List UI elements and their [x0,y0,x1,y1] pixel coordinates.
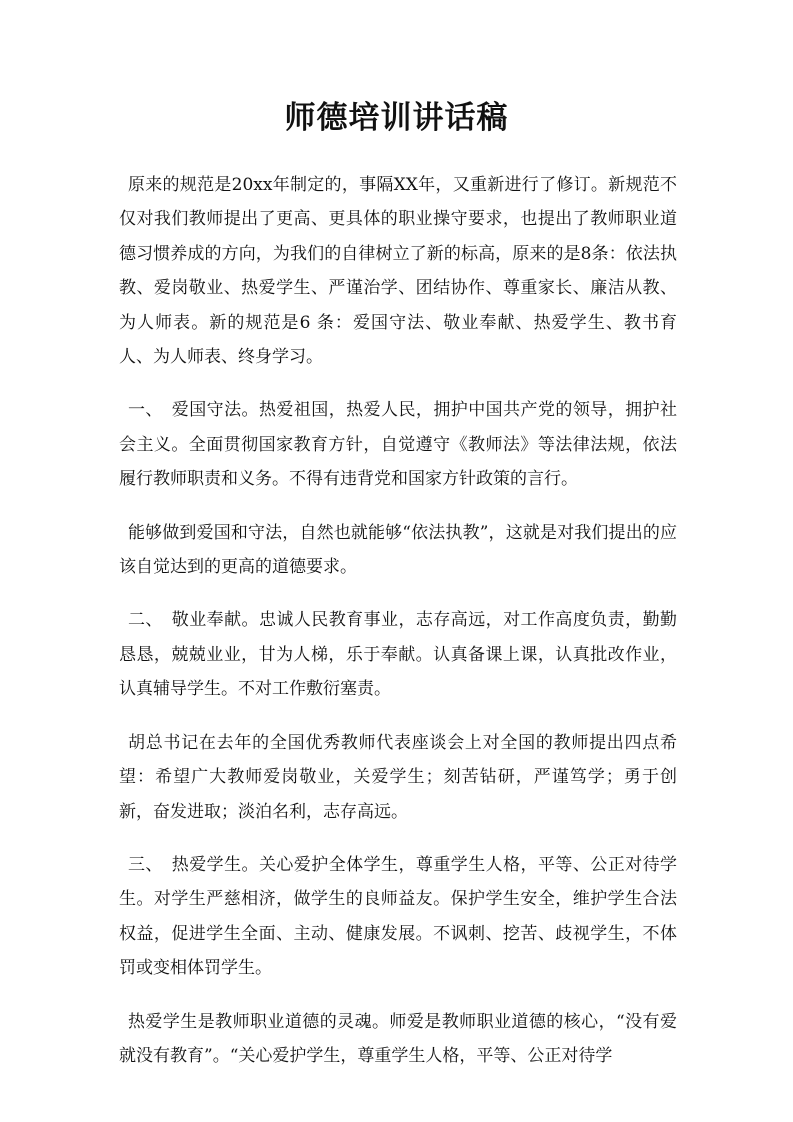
paragraph-section-1-note: 能够做到爱国和守法，自然也就能够“依法执教”，这就是对我们提出的应该自觉达到的更高的道德要求。 [119,522,677,578]
paragraph-section-1: 一、 爱国守法。热爱祖国，热爱人民，拥护中国共产党的领导，拥护社会主义。全面贯彻国家教育方针，自觉遵守《教师法》等法律法规，依法履行教师职责和义务。不得有违背党和国家方针政策的言行。 [119,400,677,490]
paragraph-intro: 原来的规范是20xx年制定的，事隔XX年，又重新进行了修订。新规范不仅对我们教师提出了更高、更具体的职业操守要求，也提出了教师职业道德习惯养成的方向，为我们的自律树立了新的标高，原来的是8条：依法执教、爱岗敬业、热爱学生、严谨治学、团结协作、尊重家长、廉洁从教、为人师表。新的规范是6 条：爱国守法、敬业奉献、热爱学生、教书育人、为人师表、终身学习。 [119,175,677,368]
paragraph-section-2-note: 胡总书记在去年的全国优秀教师代表座谈会上对全国的教师提出四点希望：希望广大教师爱岗敬业，关爱学生；刻苦钻研，严谨笃学；勇于创新，奋发进取；淡泊名利，志存高远。 [119,732,677,822]
document-title: 师德培训讲话稿 [284,100,509,136]
paragraph-section-2: 二、 敬业奉献。忠诚人民教育事业，志存高远，对工作高度负责，勤勤恳恳，兢兢业业，甘为人梯，乐于奉献。认真备课上课，认真批改作业，认真辅导学生。不对工作敷衍塞责。 [119,610,677,700]
paragraph-section-3-note: 热爱学生是教师职业道德的灵魂。师爱是教师职业道德的核心，“没有爱就没有教育”。“关心爱护学生，尊重学生人格，平等、公正对待学 [119,1011,677,1066]
document-body [119,168,677,1092]
paragraph-section-3: 三、 热爱学生。关心爱护全体学生，尊重学生人格，平等、公正对待学生。对学生严慈相济，做学生的良师益友。保护学生安全，维护学生合法权益，促进学生全面、主动、健康发展。不讽刺、挖苦、歧视学生，不体罚或变相体罚学生。 [119,854,677,979]
